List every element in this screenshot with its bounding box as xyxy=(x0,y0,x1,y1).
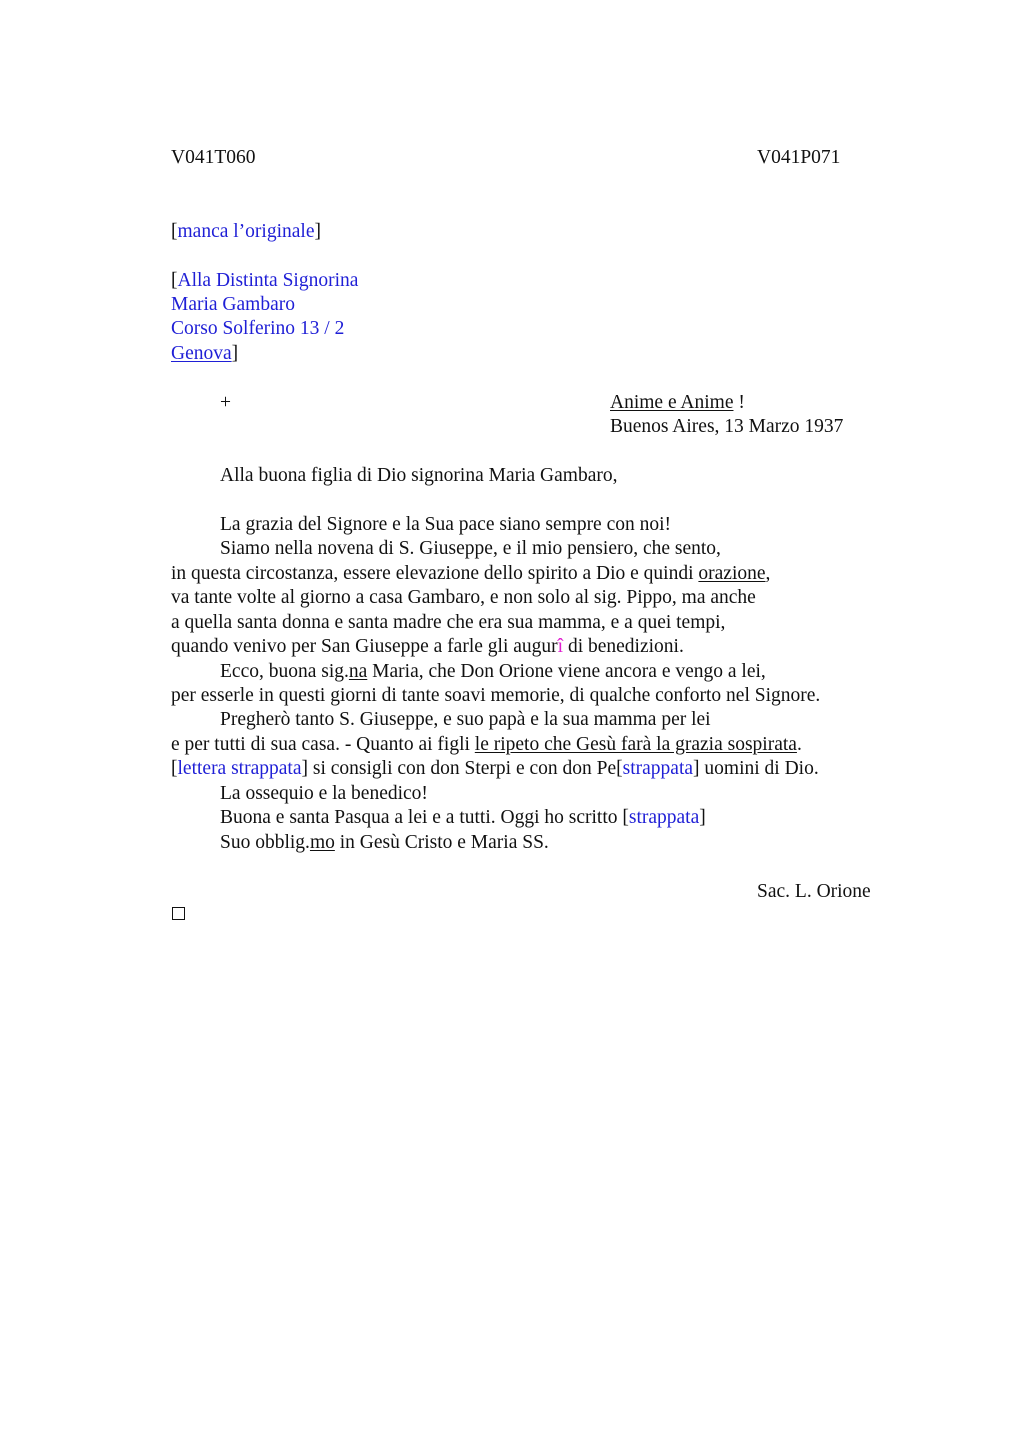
body-line-9: Pregherò tanto S. Giuseppe, e suo papà e la sua mamma per lei xyxy=(220,709,711,730)
text: in Gesù Cristo e Maria SS. xyxy=(334,832,549,853)
document-code-left: V041T060 xyxy=(171,147,256,168)
body-line-11 xyxy=(171,757,819,781)
text: ] uomini di Dio. xyxy=(693,758,819,779)
body-line-1: La grazia del Signore e la Sua pace siano sempre con noi! xyxy=(220,514,672,535)
empty-square-icon xyxy=(172,907,185,920)
text: ] si consigli con don Sterpi e con don Pe[ xyxy=(301,758,623,779)
body-line-5: a quella santa donna e santa madre che era sua mamma, e a quei tempi, xyxy=(171,612,726,633)
diacritic-mark: î xyxy=(557,636,564,657)
text: , xyxy=(765,563,771,584)
text: . xyxy=(796,734,802,755)
bracket-open: [ xyxy=(171,221,178,242)
motto-text: Anime e Anime xyxy=(610,392,734,413)
body-line-14 xyxy=(220,831,549,855)
text: e per tutti di sua casa. - Quanto ai figli xyxy=(171,734,475,755)
address-text: Alla Distinta Signorina xyxy=(177,270,359,291)
text: Buona e santa Pasqua a lei e a tutti. Oggi ho scritto [ xyxy=(220,807,629,828)
text: Maria, che Don Orione viene ancora e vengo a lei, xyxy=(367,661,766,682)
note-text: manca l’originale xyxy=(177,221,315,242)
signature: Sac. L. Orione xyxy=(757,881,871,902)
cross-mark: + xyxy=(220,392,231,413)
body-line-7 xyxy=(220,660,766,684)
underlined-text: orazione xyxy=(698,563,766,584)
text: in questa circostanza, essere elevazione dello spirito a Dio e quindi xyxy=(171,563,699,584)
body-line-12: La ossequio e la benedico! xyxy=(220,783,428,804)
editorial-note: lettera strappata xyxy=(177,758,302,779)
body-line-4: va tante volte al giorno a casa Gambaro, e non solo al sig. Pippo, ma anche xyxy=(171,587,756,608)
text: Suo obblig. xyxy=(220,832,310,853)
editorial-note: strappata xyxy=(628,807,700,828)
address-line-2: Maria Gambaro xyxy=(171,294,295,315)
body-line-8: per esserle in questi giorni di tante soavi memorie, di qualche conforto nel Signore. xyxy=(171,685,821,706)
body-line-6 xyxy=(171,635,684,659)
bracket-close: ] xyxy=(314,221,321,242)
motto-suffix: ! xyxy=(733,392,745,413)
underlined-text: na xyxy=(348,661,368,682)
place-date: Buenos Aires, 13 Marzo 1937 xyxy=(610,416,844,437)
underlined-text: mo xyxy=(309,832,335,853)
body-line-3 xyxy=(171,562,770,586)
address-line-4 xyxy=(171,342,238,366)
underlined-text: le ripeto che Gesù farà la grazia sospirata xyxy=(474,734,797,755)
document-code-right: V041P071 xyxy=(757,147,841,168)
text: di benedizioni. xyxy=(563,636,684,657)
body-line-2: Siamo nella novena di S. Giuseppe, e il mio pensiero, che sento, xyxy=(220,538,721,559)
bracket-open: [ xyxy=(171,758,178,779)
body-line-10 xyxy=(171,733,802,757)
salutation: Alla buona figlia di Dio signorina Maria Gambaro, xyxy=(220,465,618,486)
body-line-13 xyxy=(220,806,706,830)
editorial-note xyxy=(171,220,321,244)
text: Ecco, buona sig. xyxy=(220,661,349,682)
address-line-3: Corso Solferino 13 / 2 xyxy=(171,318,345,339)
bracket-open: [ xyxy=(171,270,178,291)
motto xyxy=(610,391,745,415)
address-line-1 xyxy=(171,269,358,293)
bracket-close: ] xyxy=(231,343,239,364)
address-city: Genova xyxy=(171,343,232,364)
text: ] xyxy=(699,807,706,828)
editorial-note: strappata xyxy=(622,758,694,779)
text: quando venivo per San Giuseppe a farle gli augur xyxy=(171,636,558,657)
